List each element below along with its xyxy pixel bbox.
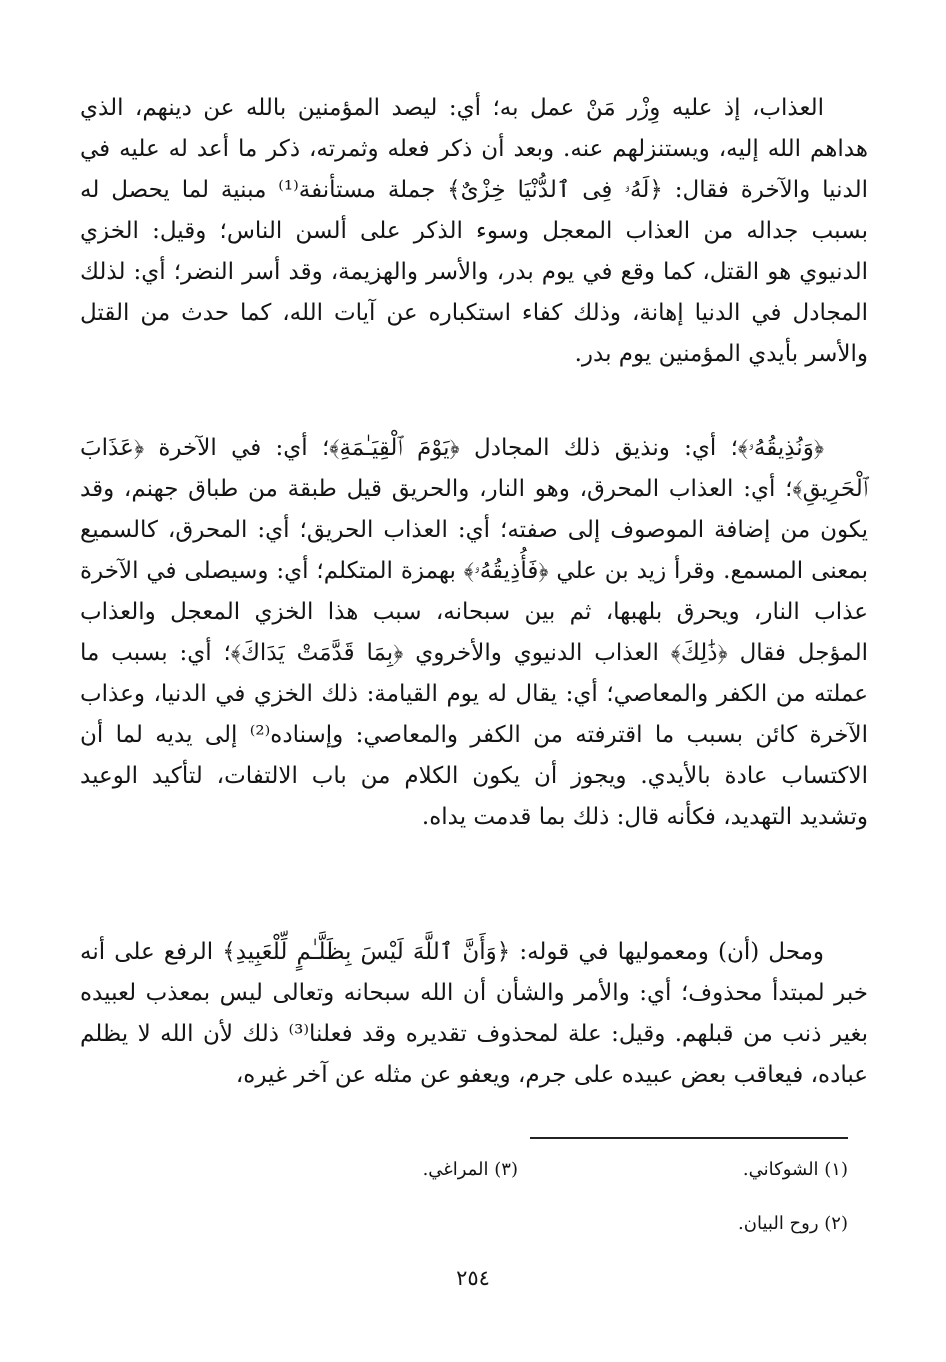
paragraph-2: ﴿وَنُذِيقُهُۥ﴾؛ أي: ونذيق ذلك المجادل ﴿يَوْمَ ٱلْقِيَـٰمَةِ﴾؛ أي: في الآخرة ﴿عَذَابَ ٱلْحَرِيقِ﴾؛ أي: العذاب المحرق، وهو النار، والحريق قيل طبقة من طباق جهنم، وقد يكون من إضافة الموصوف إلى صفته؛ أي: العذاب الحريق؛ أي: المحرق، كالسميع بمعنى المسمع. وقرأ زيد بن علي ﴿فَأُذِيقُهُۥ﴾ بهمزة المتكلم؛ أي: وسيصلى في الآخرة عذاب النار، ويحرق بلهبها، ثم بين سبحانه، سبب هذا الخزي المعجل والعذاب المؤجل فقال ﴿ذَٰلِكَ﴾ العذاب الدنيوي والأخروي ﴿بِمَا قَدَّمَتْ يَدَاكَ﴾؛ أي: بسبب ما عملته من الكفر والمعاصي؛ أي: يقال له يوم القيامة: ذلك الخزي في الدنيا، وعذاب الآخرة كائن بسبب ما اقترفته من الكفر والمعاصي: وإسناده⁽²⁾ إلى يديه لما أن الاكتساب عادة بالأيدي. ويجوز أن يكون الكلام من باب الالتفات، لتأكيد الوعيد وتشديد التهديد، فكأنه قال: ذلك بما قدمت يداه. bbox=[80, 435, 869, 830]
footnote-3: (٣) المراغي. bbox=[422, 1159, 518, 1180]
footnote-1: (١) الشوكاني. bbox=[742, 1159, 848, 1180]
footnote-divider bbox=[530, 1137, 848, 1139]
paragraph-1: العذاب، إذ عليه وِزْر مَنْ عمل به؛ أي: ليصد المؤمنين بالله عن دينهم، الذي هداهم الله إليه، ويستنزلهم عنه. وبعد أن ذكر فعله وثمرته، ذكر ما أعد له عليه في الدنيا والآخرة فقال: ﴿لَهُۥ فِى ٱلدُّنْيَا خِزْىٌ﴾ جملة مستأنفة⁽¹⁾ مبنية لما يحصل له بسبب جداله من العذاب المعجل وسوء الذكر على ألسن الناس؛ وقيل: الخزي الدنيوي هو القتل، كما وقع في يوم بدر، والأسر والهزيمة، وقد أسر النضر؛ أي: لذلك المجادل في الدنيا إهانة، وذلك كفاء استكباره عن آيات الله، كما حدث من القتل والأسر بأيدي المؤمنين يوم بدر. bbox=[80, 95, 868, 367]
paragraph-3: ومحل (أن) ومعموليها في قوله: ﴿وَأَنَّ ٱللَّهَ لَيْسَ بِظَلَّـٰمٍ لِّلْعَبِيدِ﴾ الرفع على أنه خبر لمبتدأ محذوف؛ أي: والأمر والشأن أن الله سبحانه وتعالى ليس بمعذب لعبيده بغير ذنب من قبلهم. وقيل: علة لمحذوف تقديره وقد فعلنا⁽³⁾ ذلك لأن الله لا يظلم عباده، فيعاقب بعض عبيده على جرم، ويعفو عن مثله عن آخر غيره، bbox=[80, 939, 869, 1088]
footnote-2: (٢) روح البيان. bbox=[738, 1213, 848, 1234]
page-number: ٢٥٤ bbox=[456, 1266, 490, 1290]
